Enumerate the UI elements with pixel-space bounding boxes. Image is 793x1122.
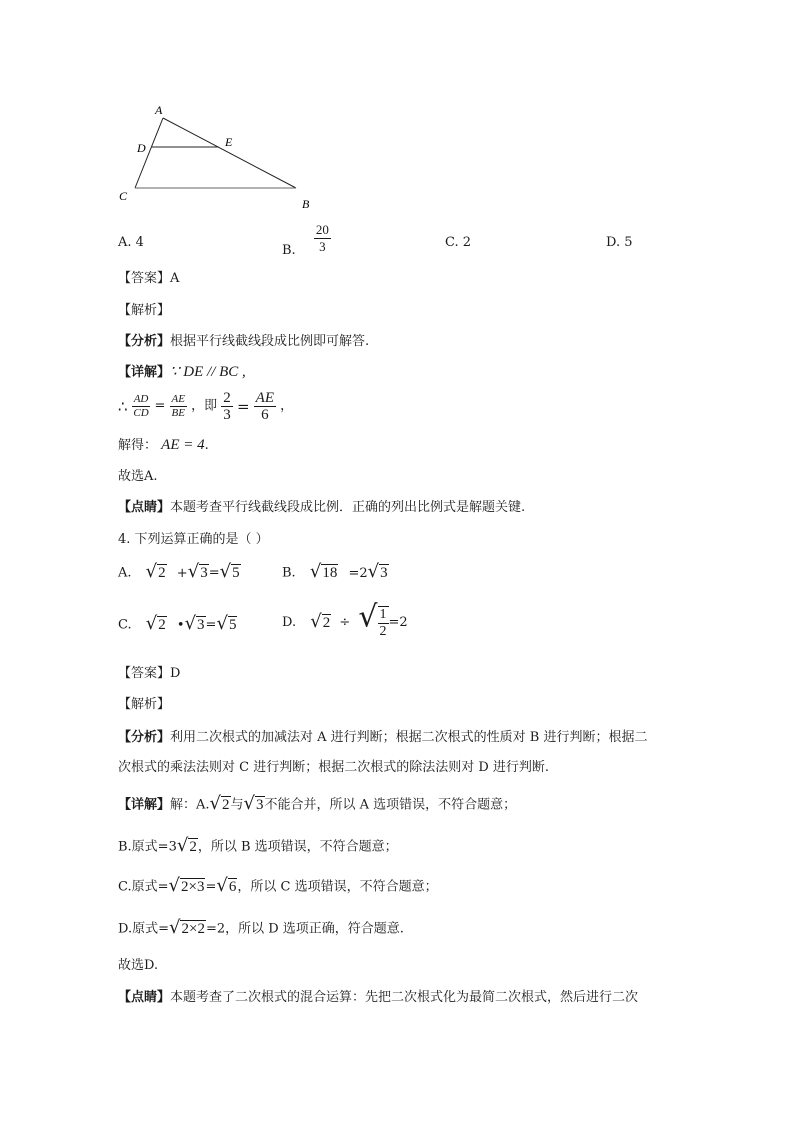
radicand: 2×3 [181, 879, 205, 895]
fraction-denominator: 3 [319, 239, 326, 254]
radical-icon: √ [145, 561, 158, 582]
q3-option-b-fraction [314, 222, 331, 255]
c-pre: C.原式= [118, 879, 169, 895]
radical-icon: √ [310, 611, 322, 632]
radicand: 2×2 [181, 921, 205, 937]
radicand: 5 [228, 617, 237, 633]
equals-sign: = [154, 398, 166, 414]
q3-guxuan: 故选A. [118, 469, 158, 484]
sqrt-2 [177, 837, 198, 857]
q4-fenxi-line2: 次根式的乘法法则对 C 进行判断；根据二次根式的除法法则对 D 进行判断. [118, 760, 550, 775]
q4-xiangjie-b [118, 837, 398, 857]
q3-option-d: D. 5 [606, 235, 633, 250]
fraction-two-thirds [221, 390, 233, 423]
q3-dianjing [118, 499, 525, 517]
radical-icon: √ [216, 613, 228, 634]
equals-two: =2 [348, 565, 368, 581]
radicand: 3 [380, 565, 388, 581]
q4-dianjing-tag: 【点睛】 [118, 990, 171, 1005]
q4-guxuan: 故选D. [118, 958, 159, 973]
radical-icon: √ [367, 561, 380, 582]
radicand: 2 [322, 615, 331, 631]
sqrt-18 [310, 563, 338, 583]
fraction-two: 2 [379, 624, 387, 639]
radical-icon: √ [184, 613, 197, 634]
label-e: E [225, 135, 233, 149]
radicand: 3 [256, 797, 264, 813]
label-c: C [119, 189, 128, 203]
therefore-symbol: ∴ [118, 397, 128, 416]
equals-sign: = [205, 879, 217, 895]
q4-dianjing [118, 989, 638, 1007]
sqrt-3 [188, 563, 209, 583]
radicand: 2 [158, 617, 166, 633]
sqrt-2 [146, 615, 167, 635]
q4-fenxi-tag: 【分析】 [118, 730, 171, 745]
radical-icon: √ [209, 793, 222, 814]
radicand: 18 [322, 565, 338, 581]
jiede-math: AE = 4 [161, 437, 205, 453]
sqrt-2 [146, 563, 167, 583]
q3-xiangjie [118, 363, 246, 382]
sqrt-2x2 [169, 919, 206, 939]
ratio-ad-cd [132, 393, 151, 420]
dot-sign: • [176, 617, 185, 633]
plus-sign: + [176, 565, 188, 581]
q4-option-b [282, 563, 389, 583]
q4-option-a-label: A. [118, 565, 132, 581]
q3-option-b [282, 222, 331, 258]
radicand: 6 [228, 879, 237, 895]
equals-sign: = [236, 397, 250, 416]
q3-proportion [118, 390, 293, 423]
sqrt-2 [310, 613, 331, 633]
q4-option-d-label: D. [282, 615, 297, 630]
fraction-numerator: 20 [315, 222, 329, 237]
q3-dianjing-tag: 【点睛】 [118, 500, 171, 515]
q4-option-d [282, 599, 408, 640]
q3-answer: 【答案】A [118, 271, 180, 286]
q3-xiangjie-tag: 【详解】 [118, 365, 171, 380]
q4-option-b-label: B. [282, 565, 296, 581]
q4-xiangjie-a [118, 795, 516, 815]
q3-analysis-label: 【解析】 [118, 303, 171, 318]
sqrt-6 [216, 877, 237, 897]
radical-icon: √ [168, 875, 180, 896]
d-pre: D.原式= [118, 921, 169, 937]
fraction-three: 3 [223, 407, 231, 423]
triangle-figure [110, 100, 330, 215]
q4-question: 4. 下列运算正确的是（ ） [118, 532, 269, 547]
sqrt-2x3 [169, 877, 206, 897]
fraction-ae: AE [255, 390, 274, 406]
q3-dianjing-text: 本题考查平行线截线段成比例．正确的列出比例式是解题关键. [170, 500, 526, 515]
jiede-end: . [204, 438, 209, 453]
q3-fenxi-text: 根据平行线截线段成比例即可解答. [170, 334, 370, 349]
sqrt-one-half [358, 599, 388, 640]
fraction-six: 6 [261, 407, 269, 423]
q4-fenxi-text: 利用二次根式的加减法对 A 进行判断；根据二次根式的性质对 B 进行判断；根据二 [170, 730, 648, 745]
radicand: 3 [197, 617, 205, 633]
b-post: ，所以 B 选项错误，不符合题意； [197, 839, 398, 855]
fraction-ae-six [254, 390, 276, 423]
q4-xiangjie-c [118, 877, 438, 897]
q4-analysis-label: 【解析】 [118, 697, 171, 712]
fraction-one: 1 [379, 607, 387, 622]
b-pre: B.原式=3 [118, 839, 177, 855]
sqrt-5 [216, 615, 237, 635]
q3-xiangjie-math: ∵ DE // BC , [170, 364, 246, 380]
q4-option-a [118, 563, 241, 583]
radicand: 2 [189, 839, 197, 855]
d-post: =2，所以 D 选项正确，符合题意. [205, 921, 404, 937]
equals-two: =2 [388, 615, 408, 630]
q3-option-a: A. 4 [118, 235, 144, 250]
radicand: 2 [158, 565, 166, 581]
label-d: D [137, 141, 146, 155]
q3-fenxi [118, 333, 369, 351]
sqrt-3 [368, 563, 389, 583]
sqrt-3 [185, 615, 206, 635]
radical-icon: √ [176, 835, 189, 856]
ji-text: ，即 [191, 398, 218, 414]
q4-option-c [118, 615, 237, 635]
radicand: 5 [232, 565, 240, 581]
radical-icon: √ [187, 561, 200, 582]
q4-option-c-label: C. [118, 617, 132, 633]
fraction-one-half [378, 606, 389, 640]
radical-icon: √ [145, 613, 158, 634]
q4-xiangjie-tag: 【详解】 [118, 797, 171, 813]
label-b: B [302, 197, 310, 211]
comma: ， [280, 398, 294, 414]
q3-fenxi-tag: 【分析】 [118, 334, 171, 349]
xiangjie-a-post: 不能合并，所以 A 选项错误，不符合题意； [264, 797, 517, 813]
radical-icon: √ [358, 599, 378, 635]
xiangjie-a-pre: 解：A. [170, 797, 210, 813]
q4-fenxi-line1 [118, 729, 648, 747]
ratio-be: BE [171, 407, 185, 419]
q3-option-b-label: B. [282, 243, 296, 258]
radicand: 3 [200, 565, 208, 581]
q3-option-c: C. 2 [445, 235, 472, 250]
radical-icon: √ [309, 561, 322, 582]
fraction-two: 2 [223, 390, 231, 406]
radical-icon: √ [169, 917, 181, 938]
equals-sign: = [208, 565, 220, 581]
divide-sign: ÷ [339, 615, 351, 630]
sqrt-3 [244, 795, 265, 815]
jiede-label: 解得： [118, 438, 158, 453]
xiangjie-a-mid: 与 [230, 797, 244, 813]
segment-ab [163, 118, 296, 188]
ratio-cd: CD [133, 407, 149, 419]
radical-icon: √ [243, 793, 256, 814]
q4-dianjing-text: 本题考查了二次根式的混合运算：先把二次根式化为最简二次根式，然后进行二次 [170, 990, 639, 1005]
ratio-ae: AE [171, 393, 185, 405]
q3-jiede [118, 436, 209, 455]
ratio-ad: AD [133, 393, 149, 405]
radical-icon: √ [216, 875, 228, 896]
sqrt-5 [220, 563, 241, 583]
sqrt-2 [210, 795, 231, 815]
q4-answer: 【答案】D [118, 666, 181, 681]
q4-xiangjie-d [118, 919, 404, 939]
label-a: A [155, 103, 163, 117]
equals-sign: = [205, 617, 217, 633]
c-post: ，所以 C 选项错误，不符合题意； [237, 879, 438, 895]
ratio-ae-be [170, 393, 187, 420]
radicand: 2 [222, 797, 230, 813]
radical-icon: √ [219, 561, 232, 582]
